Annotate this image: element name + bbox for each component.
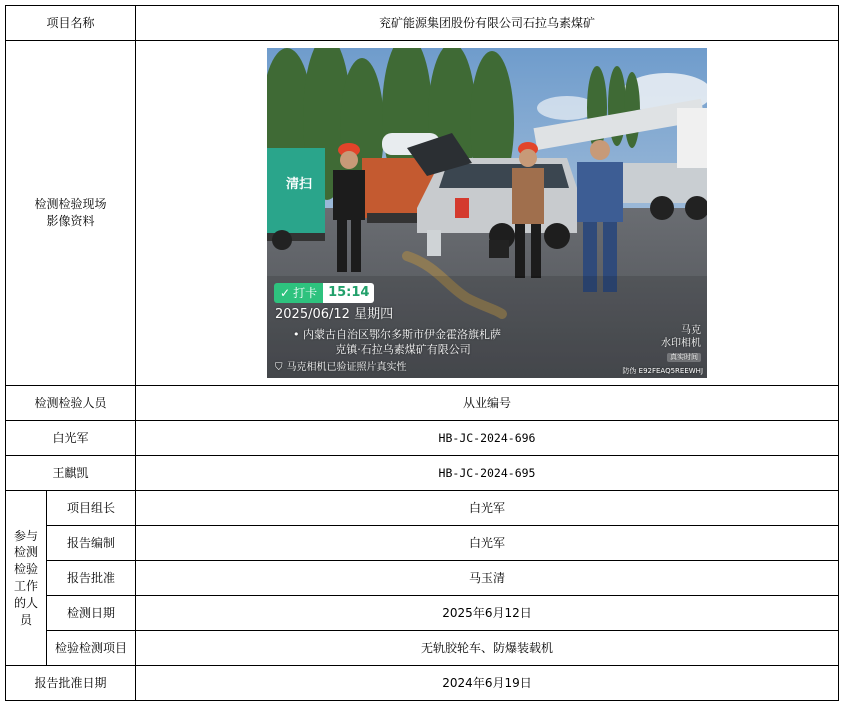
- participant-row: [6, 491, 839, 526]
- approval-row: [6, 666, 839, 701]
- camera-brand: [661, 324, 701, 363]
- punch-in-badge: [274, 283, 374, 303]
- inspector-name: 白光军: [6, 421, 136, 456]
- participant-row: [6, 561, 839, 596]
- test-instrument: [427, 230, 441, 256]
- punch-label: 打卡: [293, 285, 318, 300]
- approval-date-value: 2024年6月19日: [136, 666, 839, 701]
- photo-date: [275, 306, 393, 324]
- project-name-value: 兖矿能源集团股份有限公司石拉乌素煤矿: [136, 6, 839, 41]
- brand-line1: 马克: [681, 325, 702, 336]
- inspector-header-id: 从业编号: [136, 386, 839, 421]
- location-line2: 克镇·石拉乌素煤矿有限公司: [335, 343, 471, 357]
- inspector-name: 王麒凯: [6, 456, 136, 491]
- inspector-row: [6, 421, 839, 456]
- inspector-header-row: [6, 386, 839, 421]
- photo-label-line1: 检测检验现场: [34, 197, 107, 212]
- participants-group-label: 参与 检测 检验 工作 的人 员: [6, 491, 47, 666]
- site-photo: [267, 48, 707, 378]
- participant-role: 检测日期: [47, 596, 136, 631]
- inspector-id: HB-JC-2024-696: [136, 421, 839, 456]
- participant-row: [6, 526, 839, 561]
- check-icon: ✓: [280, 285, 291, 300]
- photo-weekday: 星期四: [354, 307, 394, 322]
- inspector-row: [6, 456, 839, 491]
- participant-role: 检验检测项目: [47, 631, 136, 666]
- photo-cell: [136, 41, 839, 386]
- project-name-label: 项目名称: [6, 6, 136, 41]
- photo-label-line2: 影像资料: [46, 214, 95, 228]
- participant-row: [6, 631, 839, 666]
- photo-row: [6, 41, 839, 386]
- inspector-id: HB-JC-2024-695: [136, 456, 839, 491]
- participant-role: 报告批准: [47, 561, 136, 596]
- verify-note: [275, 361, 407, 375]
- photo-location: [277, 327, 517, 357]
- participant-value: 白光军: [136, 491, 839, 526]
- shield-check-icon: ⛉: [275, 362, 283, 373]
- anti-fake-code: 防伪 E92FEAQ5REEWHJ: [622, 367, 704, 375]
- verify-text: 马克相机已验证照片真实性: [286, 362, 407, 373]
- inspector-header-label: 检测检验人员: [6, 386, 136, 421]
- participant-value: 马玉清: [136, 561, 839, 596]
- location-dot-icon: •: [293, 328, 300, 341]
- participant-row: [6, 596, 839, 631]
- truck-sign-text: 清扫: [286, 177, 313, 192]
- photo-date-value: 2025/06/12: [275, 307, 350, 322]
- participant-value: 2025年6月12日: [136, 596, 839, 631]
- brand-badge: 真实时间: [667, 353, 701, 362]
- participant-role: 报告编制: [47, 526, 136, 561]
- location-line1: 内蒙古自治区鄂尔多斯市伊金霍洛旗札萨: [303, 328, 502, 341]
- green-truck: [267, 148, 325, 250]
- participant-value: 无轨胶轮车、防爆装载机: [136, 631, 839, 666]
- project-row: [6, 6, 839, 41]
- instrument-case: [489, 240, 509, 258]
- photo-section-label: [6, 41, 136, 386]
- inspection-record-table: [5, 5, 839, 701]
- approval-date-label: 报告批准日期: [6, 666, 136, 701]
- participant-role: 项目组长: [47, 491, 136, 526]
- participant-value: 白光军: [136, 526, 839, 561]
- brand-line2: 水印相机: [661, 338, 702, 349]
- punch-time: 15:14: [323, 283, 374, 303]
